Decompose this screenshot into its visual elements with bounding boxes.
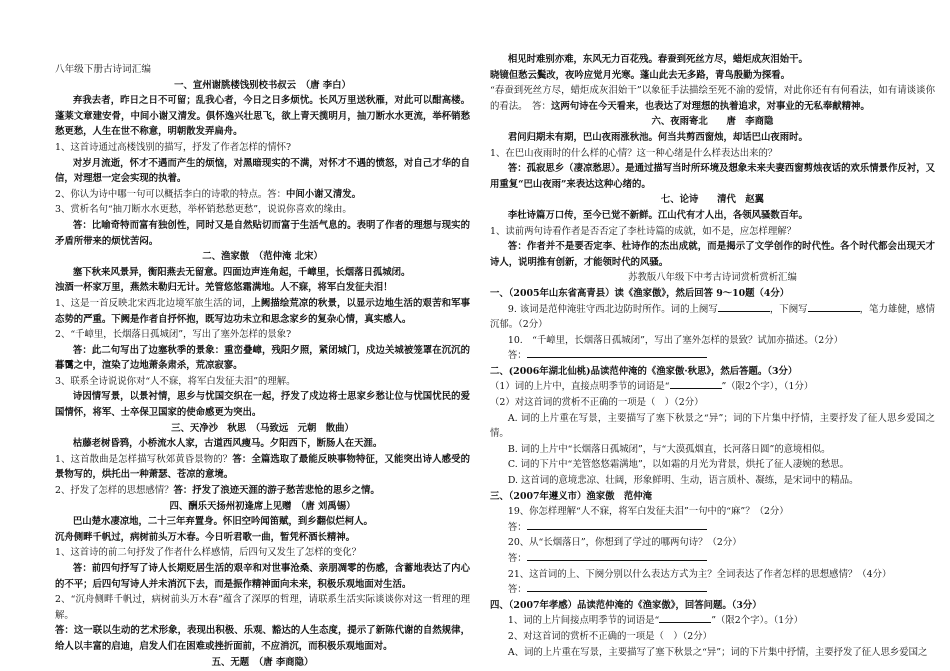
option-c: C. 词的下片中“羌管悠悠霜满地”，以如霜的月光为背景，烘托了征人凄婉的愁思。 <box>507 459 849 471</box>
exam-question: 2、对这首词的赏析不正确的一项是（ ）（2分） <box>507 630 712 642</box>
answer-inline: 上阙描绘荒凉的秋景，以显示边地生活的艰苦和军事态势的严重。下阙是作者自抒怀抱，既写边功未立和思念家乡的复杂心情，真实感人。 <box>55 297 470 325</box>
poem-text: 巴山楚水凄凉地，二十三年弃置身。怀旧空吟闻笛赋，到乡翻似烂柯人。 <box>72 516 373 528</box>
question-text: “春蚕到死丝方尽，蜡炬成灰泪始干”以象征手法描绘至死不渝的爱情，对此你还有有何看法，如有请谈谈你的看法。 答： <box>490 85 935 112</box>
exam-question: 21、这首词的上、下阕分别以什么表达方式为主？全词表达了作者怎样的思想感情？（4分） <box>507 568 892 580</box>
exam-question: （2）对这首词的赏析不正确的一项是（ ）（2分） <box>490 397 704 409</box>
answer-label: 答： <box>507 553 527 564</box>
question-text: 1、这首散曲是怎样描写秋郊黄昏景物的？ <box>55 453 233 465</box>
question: 3、赏析名句“抽刀断水水更愁，举杯销愁愁更愁”，说说你喜欢的缘由。 <box>55 204 352 216</box>
question-text: 9. 该词是范仲淹驻守西北边防时所作。词的上阕写 <box>507 303 718 315</box>
answer: 诗因情写景，以景衬情，思乡与忧国交织在一起，抒发了戍边将士思家乡愁让位与忧国忧民的爱国情怀，将军、士卒保卫国家的使命感更为突出。 <box>55 391 470 419</box>
answer-blank[interactable] <box>718 302 770 312</box>
answer: 答：比喻奇特而富有独创性，同时又是自然贴切而富于生活气息的。表明了作者的理想与现实的矛盾所带来的烦忧苦闷。 <box>55 219 470 247</box>
answer-blank[interactable] <box>659 613 711 623</box>
question: 1、读前两句诗看作者是否否定了李杜诗篇的成就，如不是，应怎样理解？ <box>490 225 796 237</box>
poem-text: 浊酒一杯家万里，燕然未勒归无计。羌管悠悠霜满地。人不寐，将军白发征夫泪！ <box>55 282 393 294</box>
poem-text: 相见时难别亦难，东风无力百花残。春蚕到死丝方尽，蜡炬成灰泪始干。 <box>507 54 808 65</box>
exam-question <box>490 613 935 629</box>
question: 2、“千嶂里，长烟落日孤城闭”，写出了塞外怎样的景象? <box>55 329 292 341</box>
answer-blank[interactable] <box>527 582 707 592</box>
left-column <box>55 62 470 670</box>
section-title: 六、夜雨寄北 唐 李商隐 <box>651 116 774 128</box>
option-a: A. 词的上片重在写景，主要描写了塞下秋景之“异”；词的下片集中抒情，主要抒发了征人思乡爱国之情。 <box>490 412 935 440</box>
option-a: A、词的上片重在写景，主要描写了塞下秋景之“异”；词的下片集中抒情，主要抒发了征人思乡爱国之 <box>507 646 928 658</box>
question <box>55 483 470 499</box>
document-title: 八年级下册古诗词汇编 <box>55 64 151 75</box>
question-text: 2、抒发了怎样的思想感情？ <box>55 485 174 497</box>
answer-inline: 这两句诗在今天看来，也表达了对理想的执着追求，对事业的无私奉献精神。 <box>550 100 870 112</box>
exam-section-title: 苏教版八年级下中考古诗词赏析赏析汇编 <box>628 272 797 284</box>
exam-question <box>490 302 935 333</box>
question: 1、在巴山夜雨时的什么样的心情？这一种心绪是什么样表达出来的？ <box>490 147 778 159</box>
poem-text: 弃我去者，昨日之日不可留；乱我心者，今日之日多烦忧。长风万里送秋雁，对此可以酣高楼。蓬莱文章建安骨，中间小谢又清发。俱怀逸兴壮思飞，欲上青天揽明月，抽刀断水水更流，举杯销愁愁更愁，人生在世不称意，明朝散发弄扁舟。 <box>55 95 470 138</box>
exam-question: 10. “千嶂里，长烟落日孤城闭”，写出了塞外怎样的景致？试加亦描述。（2分） <box>507 334 844 346</box>
answer-blank[interactable] <box>808 302 860 312</box>
poem-text: 枯藤老树昏鸦，小桥流水人家，古道西风瘦马。夕阳西下，断肠人在天涯。 <box>72 438 383 450</box>
answer-blank[interactable] <box>527 520 707 530</box>
exam-question: 19、你怎样理解“人不寐，将军白发征夫泪”一句中的“麻”？（2分） <box>507 506 789 518</box>
answer-blank[interactable] <box>670 379 722 389</box>
question <box>55 452 470 483</box>
answer-inline: 答：全篇选取了最能反映事物特征，又能突出诗人感受的景物写的，烘托出一种萧瑟、苍凉的意境。 <box>55 453 470 481</box>
exam-question-head: 三、（2007年遵义市）渔家傲 范仲淹 <box>490 490 653 502</box>
exam-question-head: 一、（2005年山东省高青县）读《渔家傲》，然后回答 9～10题（4分） <box>490 287 790 299</box>
answer-inline: 中间小谢又清发。 <box>285 188 361 200</box>
question: 2、“沉舟侧畔千帆过，病树前头万木春”蕴含了深厚的哲理，请联系生活实际谈谈你对这一哲理的理解。 <box>55 594 470 621</box>
answer-label: 答： <box>507 521 527 533</box>
question: 3、联系全诗说说你对“人不寐，将军白发征夫泪”的理解。 <box>55 375 296 387</box>
question: 1、这首诗的前二句抒发了作者什么样感情，后四句又发生了怎样的变化？ <box>55 547 361 559</box>
question-text: ，下阕写 <box>769 303 808 315</box>
answer: 答：作者并不是要否定李、杜诗作的杰出成就，而是揭示了文学创作的时代性。各个时代都会出现天才诗人，说明推有创新，才能领时代的风骚。 <box>490 241 935 268</box>
answer-blank[interactable] <box>527 348 707 358</box>
answer: 答：前四句抒写了诗人长期贬居生活的艰辛和对世事沧桑、亲朋凋零的伤感，含蓄地表达了内心的不平；后四句写诗人并未消沉下去，而是振作精神面向未来，积极乐观地面对生活。 <box>55 563 470 590</box>
question-text: 2、你认为诗中哪一句可以概括李白的诗歌的特点。答： <box>55 188 286 200</box>
question-text: ”（限2个字）。（1分） <box>711 615 803 627</box>
poem-text: 李杜诗篇万口传，至今已觉不新鲜。江山代有才人出，各领风骚数百年。 <box>507 209 808 221</box>
question-text: 1、这是一首反映北宋西北边境军旅生活的词， <box>55 297 252 309</box>
question-text: ”（限2个字），（1分） <box>721 381 814 393</box>
answer: 答：此二句写出了边塞秋季的景象：重峦叠嶂，残阳夕照，紧闭城门，戍边关城被笼罩在沉沉的暮霭之中，渲染了边地萧条肃杀，荒凉寂寥。 <box>55 344 470 372</box>
question: 1、这首诗通过高楼饯别的描写，抒发了作者怎样的情怀? <box>55 141 291 153</box>
option-d: D. 这首词的意境悲凉、壮阔，形象鲜明、生动，语言质朴、凝练，是宋词中的精品。 <box>507 475 859 487</box>
answer-blank[interactable] <box>527 551 707 561</box>
answer-line <box>490 551 935 567</box>
answer-inline: 答：抒发了浪迹天涯的游子愁苦悲怆的思乡之情。 <box>173 485 380 497</box>
exam-question: 20、从“长烟落日”，你想到了学过的哪两句诗？（2分） <box>507 537 742 549</box>
answer-label: 答： <box>507 350 527 362</box>
question-text: （1）词的上片中，直接点明季节的词语是“ <box>490 381 670 393</box>
exam-question-head: 四、（2007年孝感）品读范仲淹的《渔家傲》，回答问题。（3分） <box>490 599 762 611</box>
poem-text: 沉舟侧畔千帆过，病树前头万木春。今日听君歌一曲，暂凭杯酒长精神。 <box>55 531 356 543</box>
answer-line <box>490 520 935 536</box>
section-title: 七、论诗 清代 赵翼 <box>660 194 765 206</box>
section-title: 二、渔家傲 （范仲淹 北宋） <box>202 251 323 263</box>
answer-line <box>490 348 935 364</box>
exam-question <box>490 379 935 395</box>
question <box>55 296 470 327</box>
answer-line <box>490 582 935 598</box>
answer-label: 答： <box>507 584 527 596</box>
option-b: B. 词的上片中“长烟落日孤城闭”，与“大漠孤烟直，长河落日圆”的意境相似。 <box>507 443 831 455</box>
poem-text: 塞下秋来风景异，衡阳燕去无留意。四面边声连角起，千嶂里，长烟落日孤城闭。 <box>72 266 411 278</box>
section-title: 三、天净沙 秋思 （马致远 元朝 散曲） <box>171 422 354 434</box>
question <box>55 187 470 203</box>
section-title: 一、宣州谢朓楼饯别校书叔云 （唐 李白） <box>174 79 351 91</box>
question <box>490 83 935 114</box>
question-text: 1、词的上片间接点明季节的词语是“ <box>507 615 660 627</box>
section-title: 四、酬乐天扬州初逢席上见赠 （唐 刘禹锡） <box>169 500 356 512</box>
poem-text: 君问归期未有期，巴山夜雨涨秋池。何当共剪西窗烛，却话巴山夜雨时。 <box>507 131 808 143</box>
answer: 对岁月流逝，怀才不遇而产生的烦恼，对黑暗现实的不满，对怀才不遇的愤怒，对自己才华的自信，对理想一定会实现的执着。 <box>55 157 470 185</box>
answer: 答：孤寂思乡（凄凉愁思）。是通过描写当时所环境及想象未来夫妻西窗剪烛夜话的欢乐情景作反衬，又用重复“巴山夜雨”来表达这种心绪的。 <box>490 163 935 190</box>
section-title: 五、无题 （唐 李商隐） <box>211 656 314 668</box>
answer: 答：这一联以生动的艺术形象，表现出积极、乐观、豁达的人生态度，提示了新陈代谢的自然规律，给人以丰富的启迪，启发人们在困难或挫折面前，不应消沉，而积极乐观地面对。 <box>55 625 470 652</box>
right-column <box>490 52 935 660</box>
exam-question-head: 二、(2006年湖北仙桃)品读范仲淹的《渔家傲·秋思》，然后答题。（3分） <box>490 365 798 377</box>
poem-text: 晓镜但愁云鬓改，夜吟应觉月光寒。蓬山此去无多路，青鸟殷勤为探看。 <box>490 69 791 81</box>
question-text: ，笔力雄健，感情沉郁。（2分） <box>490 303 935 331</box>
